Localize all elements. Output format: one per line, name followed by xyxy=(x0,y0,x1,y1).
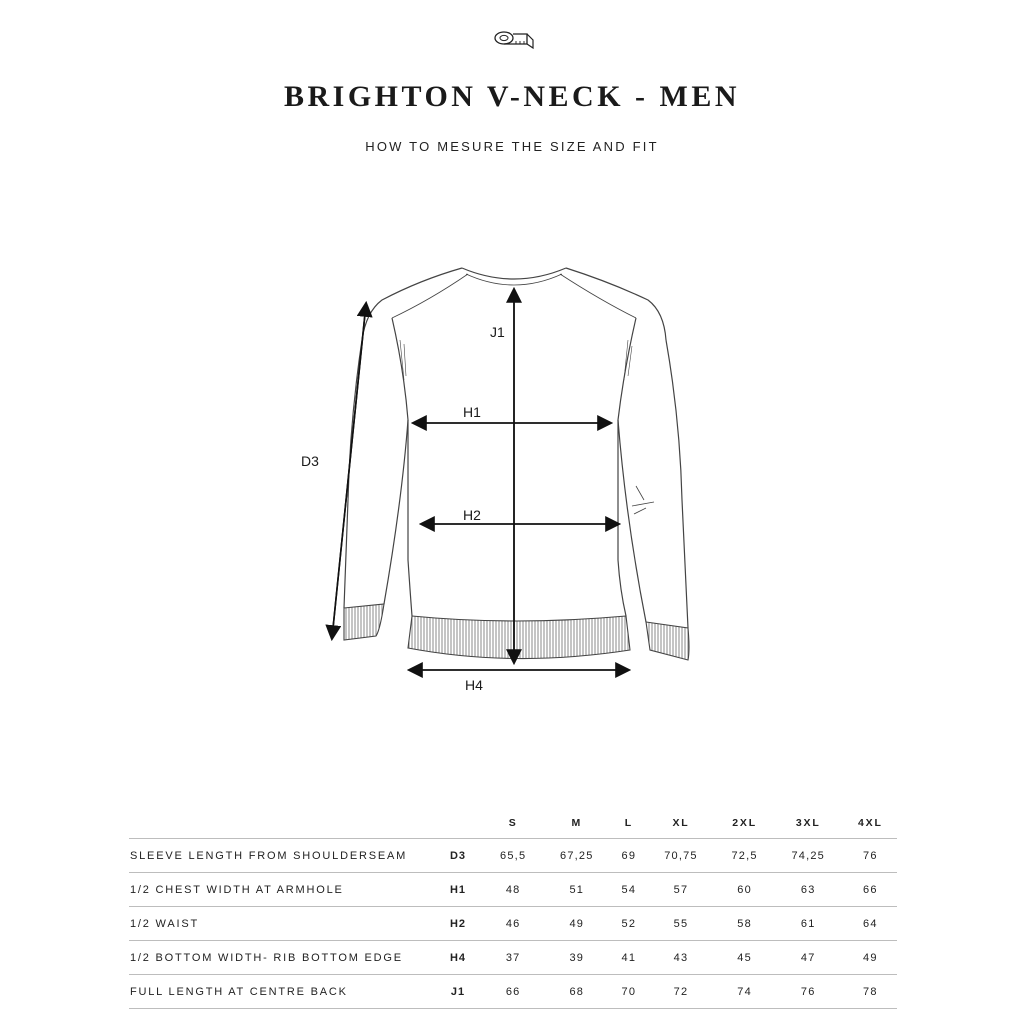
size-header-row xyxy=(129,807,897,839)
measure-value: 47 xyxy=(773,941,844,975)
measure-label: 1/2 BOTTOM WIDTH- RIB BOTTOM EDGE xyxy=(129,941,431,975)
measure-value: 37 xyxy=(485,941,541,975)
measure-value: 39 xyxy=(541,941,612,975)
size-header: 4XL xyxy=(844,807,897,839)
measure-value: 67,25 xyxy=(541,839,612,873)
label-h1: H1 xyxy=(463,404,481,420)
page-title: BRIGHTON V-NECK - MEN xyxy=(283,80,741,113)
measure-value: 78 xyxy=(844,975,897,1009)
measure-value: 76 xyxy=(773,975,844,1009)
measure-value: 60 xyxy=(716,873,772,907)
size-header: 3XL xyxy=(773,807,844,839)
measure-value: 72 xyxy=(645,975,716,1009)
measure-code: H4 xyxy=(431,941,485,975)
label-d3: D3 xyxy=(301,453,319,469)
measure-label: 1/2 WAIST xyxy=(129,907,431,941)
label-j1: J1 xyxy=(490,324,505,340)
size-header: L xyxy=(612,807,645,839)
measure-value: 66 xyxy=(485,975,541,1009)
measure-value: 70,75 xyxy=(645,839,716,873)
measure-value: 48 xyxy=(485,873,541,907)
table-row xyxy=(129,839,897,873)
label-h2: H2 xyxy=(463,507,481,523)
measure-value: 57 xyxy=(645,873,716,907)
sweater-outline xyxy=(344,268,688,628)
measure-label: 1/2 CHEST WIDTH AT ARMHOLE xyxy=(129,873,431,907)
size-header: M xyxy=(541,807,612,839)
measure-value: 49 xyxy=(541,907,612,941)
measure-value: 72,5 xyxy=(716,839,772,873)
page-subtitle: HOW TO MESURE THE SIZE AND FIT xyxy=(365,139,659,154)
measure-value: 74 xyxy=(716,975,772,1009)
measure-value: 51 xyxy=(541,873,612,907)
measure-label: FULL LENGTH AT CENTRE BACK xyxy=(129,975,431,1009)
measure-value: 66 xyxy=(844,873,897,907)
size-chart-table xyxy=(129,807,897,1009)
measure-code: H1 xyxy=(431,873,485,907)
measure-value: 76 xyxy=(844,839,897,873)
measure-value: 55 xyxy=(645,907,716,941)
measure-value: 52 xyxy=(612,907,645,941)
size-header: XL xyxy=(645,807,716,839)
measure-value: 54 xyxy=(612,873,645,907)
table-row xyxy=(129,873,897,907)
measure-value: 61 xyxy=(773,907,844,941)
measure-value: 58 xyxy=(716,907,772,941)
measure-code: J1 xyxy=(431,975,485,1009)
measure-value: 45 xyxy=(716,941,772,975)
size-header: S xyxy=(485,807,541,839)
measure-value: 69 xyxy=(612,839,645,873)
label-h4: H4 xyxy=(465,677,483,693)
table-row xyxy=(129,907,897,941)
size-header: 2XL xyxy=(716,807,772,839)
measure-value: 46 xyxy=(485,907,541,941)
measure-value: 70 xyxy=(612,975,645,1009)
measure-value: 43 xyxy=(645,941,716,975)
measure-code: D3 xyxy=(431,839,485,873)
measure-code: H2 xyxy=(431,907,485,941)
measure-label: SLEEVE LENGTH FROM SHOULDERSEAM xyxy=(129,839,431,873)
measure-value: 63 xyxy=(773,873,844,907)
measure-value: 65,5 xyxy=(485,839,541,873)
measure-value: 68 xyxy=(541,975,612,1009)
measure-value: 41 xyxy=(612,941,645,975)
measure-value: 49 xyxy=(844,941,897,975)
measure-value: 64 xyxy=(844,907,897,941)
table-row xyxy=(129,975,897,1009)
measure-value: 74,25 xyxy=(773,839,844,873)
table-row xyxy=(129,941,897,975)
